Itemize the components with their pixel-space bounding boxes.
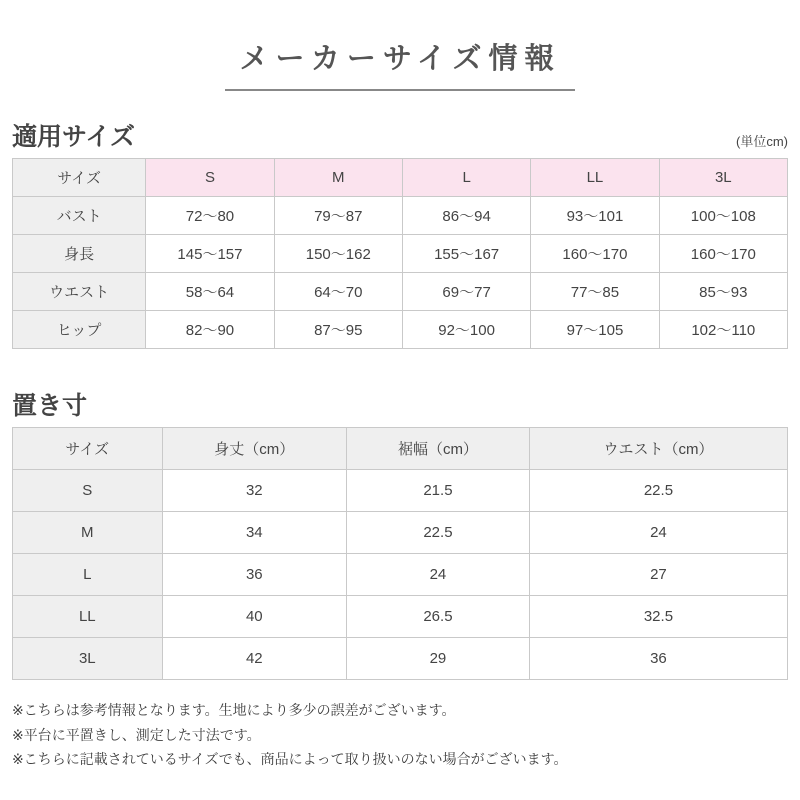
applied-size-heading: 適用サイズ — [12, 123, 136, 151]
value-cell: 58～64 — [146, 273, 274, 311]
header-row — [13, 159, 788, 197]
table-row — [13, 235, 788, 273]
row-header: ウエスト — [13, 273, 146, 311]
table-row — [13, 512, 788, 554]
note-line: ※こちらに記載されているサイズでも、商品によって取り扱いのない場合がございます。 — [12, 751, 568, 767]
row-header: 3L — [13, 638, 163, 680]
table-row — [13, 596, 788, 638]
value-cell: 21.5 — [347, 470, 530, 512]
value-cell: 36 — [529, 638, 787, 680]
flat-size-table — [12, 427, 788, 680]
row-header: 身長 — [13, 235, 146, 273]
value-cell: 36 — [162, 554, 346, 596]
value-cell: 24 — [347, 554, 530, 596]
value-cell: 82～90 — [146, 311, 274, 349]
header-row — [13, 428, 788, 470]
column-header: 3L — [659, 159, 787, 197]
value-cell: 22.5 — [347, 512, 530, 554]
value-cell: 102～110 — [659, 311, 787, 349]
title-wrap — [12, 0, 788, 91]
value-cell: 93～101 — [531, 197, 659, 235]
table-row — [13, 470, 788, 512]
value-cell: 22.5 — [529, 470, 787, 512]
column-header: LL — [531, 159, 659, 197]
value-cell: 150～162 — [274, 235, 402, 273]
value-cell: 77～85 — [531, 273, 659, 311]
footnotes — [12, 698, 788, 772]
table-row — [13, 554, 788, 596]
row-header: バスト — [13, 197, 146, 235]
value-cell: 27 — [529, 554, 787, 596]
value-cell: 32 — [162, 470, 346, 512]
column-header: サイズ — [13, 428, 163, 470]
value-cell: 26.5 — [347, 596, 530, 638]
column-header: 裾幅（cm） — [347, 428, 530, 470]
row-header: ヒップ — [13, 311, 146, 349]
table-row — [13, 638, 788, 680]
unit-note: (単位cm) — [736, 134, 788, 149]
table-row — [13, 273, 788, 311]
note-line: ※こちらは参考情報となります。生地により多少の誤差がございます。 — [12, 702, 456, 718]
value-cell: 87～95 — [274, 311, 402, 349]
value-cell: 160～170 — [531, 235, 659, 273]
value-cell: 72～80 — [146, 197, 274, 235]
flat-size-section-head — [12, 391, 788, 421]
value-cell: 145～157 — [146, 235, 274, 273]
value-cell: 34 — [162, 512, 346, 554]
value-cell: 85～93 — [659, 273, 787, 311]
flat-size-section — [12, 391, 788, 680]
column-header: サイズ — [13, 159, 146, 197]
applied-size-section-head — [12, 122, 788, 152]
value-cell: 32.5 — [529, 596, 787, 638]
value-cell: 42 — [162, 638, 346, 680]
page-title: メーカーサイズ情報 — [225, 36, 574, 91]
table-row — [13, 197, 788, 235]
value-cell: 160～170 — [659, 235, 787, 273]
value-cell: 100～108 — [659, 197, 787, 235]
applied-size-table — [12, 158, 788, 349]
value-cell: 155～167 — [402, 235, 530, 273]
row-header: LL — [13, 596, 163, 638]
value-cell: 79～87 — [274, 197, 402, 235]
row-header: S — [13, 470, 163, 512]
column-header: L — [402, 159, 530, 197]
value-cell: 40 — [162, 596, 346, 638]
row-header: M — [13, 512, 163, 554]
column-header: M — [274, 159, 402, 197]
value-cell: 97～105 — [531, 311, 659, 349]
value-cell: 64～70 — [274, 273, 402, 311]
value-cell: 86～94 — [402, 197, 530, 235]
column-header: ウエスト（cm） — [529, 428, 787, 470]
row-header: L — [13, 554, 163, 596]
table-row — [13, 311, 788, 349]
note-line: ※平台に平置きし、測定した寸法です。 — [12, 726, 261, 743]
value-cell: 29 — [347, 638, 530, 680]
applied-size-section — [12, 122, 788, 349]
flat-size-heading: 置き寸 — [12, 392, 88, 420]
value-cell: 92～100 — [402, 311, 530, 349]
column-header: 身丈（cm） — [162, 428, 346, 470]
value-cell: 69～77 — [402, 273, 530, 311]
value-cell: 24 — [529, 512, 787, 554]
column-header: S — [146, 159, 274, 197]
